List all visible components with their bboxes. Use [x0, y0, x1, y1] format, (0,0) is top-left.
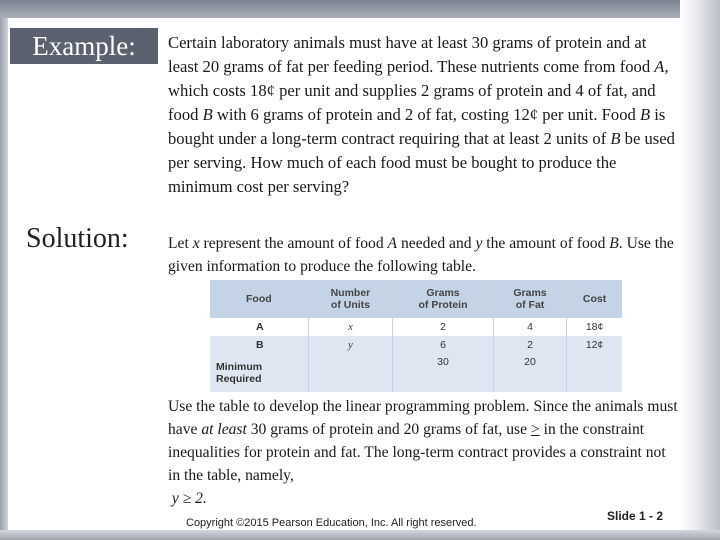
constraint-inequality: y ≥ 2.: [171, 490, 207, 507]
row-cost: 12¢: [585, 339, 604, 351]
row-cost: 18¢: [585, 321, 604, 333]
row-units: x: [308, 318, 392, 336]
table-row-minimum: [210, 354, 622, 392]
solution-label: Solution:: [26, 223, 129, 254]
slide-number: Slide 1 - 2: [607, 509, 664, 523]
row-fat: 2: [493, 336, 566, 354]
row-food: A: [210, 318, 308, 336]
development-text: Use the table to develop the linear programming problem. Since the animals must have at least 30 grams of protein and 20 grams of fat, use > in the constraint inequalities for protein and fat. The long-term contract provides a constraint not in the table, namely, y ≥ 2.: [168, 398, 678, 507]
row-units: [308, 354, 392, 392]
row-fat: 20: [493, 354, 566, 392]
slide-right-border: [680, 0, 720, 540]
header-protein: Grams of Protein: [393, 280, 494, 318]
copyright-footer: Copyright ©2015 Pearson Education, Inc. All right reserved.: [186, 517, 477, 529]
row-protein: 2: [393, 318, 494, 336]
row-minimum-label: Minimum Required: [210, 354, 308, 392]
header-cost: Cost: [582, 293, 607, 305]
row-fat: 4: [493, 318, 566, 336]
row-protein: 30: [393, 354, 494, 392]
nutrition-table: [210, 280, 622, 392]
row-food: B: [210, 336, 308, 354]
table-header-row: [210, 280, 622, 318]
slide-left-border: [0, 18, 8, 540]
slide-top-border: [0, 0, 720, 18]
header-fat: Grams of Fat: [493, 280, 566, 318]
header-food: Food: [210, 280, 308, 318]
slide-bottom-border: [0, 530, 720, 540]
table-row: [210, 318, 622, 336]
row-cost: [567, 354, 622, 392]
example-label: Example:: [10, 28, 158, 64]
row-protein: 6: [393, 336, 494, 354]
solution-intro: Let x represent the amount of food A needed and y the amount of food B. Use the given information to produce the following table.: [168, 235, 674, 275]
header-units: Number of Units: [308, 280, 392, 318]
row-units: y: [308, 336, 392, 354]
problem-statement: Certain laboratory animals must have at least 30 grams of protein and at least 20 grams of fat per feeding period. These nutrients come from food A, which costs 18¢ per unit and supplies 2 grams of protein and 4 of fat, and food B with 6 grams of protein and 2 of fat, costing 12¢ per unit. Food B is bought under a long-term contract requiring that at least 2 units of B be used per serving. How much of each food must be bought to produce the minimum cost per serving?: [168, 33, 675, 196]
table-row: [210, 336, 622, 354]
